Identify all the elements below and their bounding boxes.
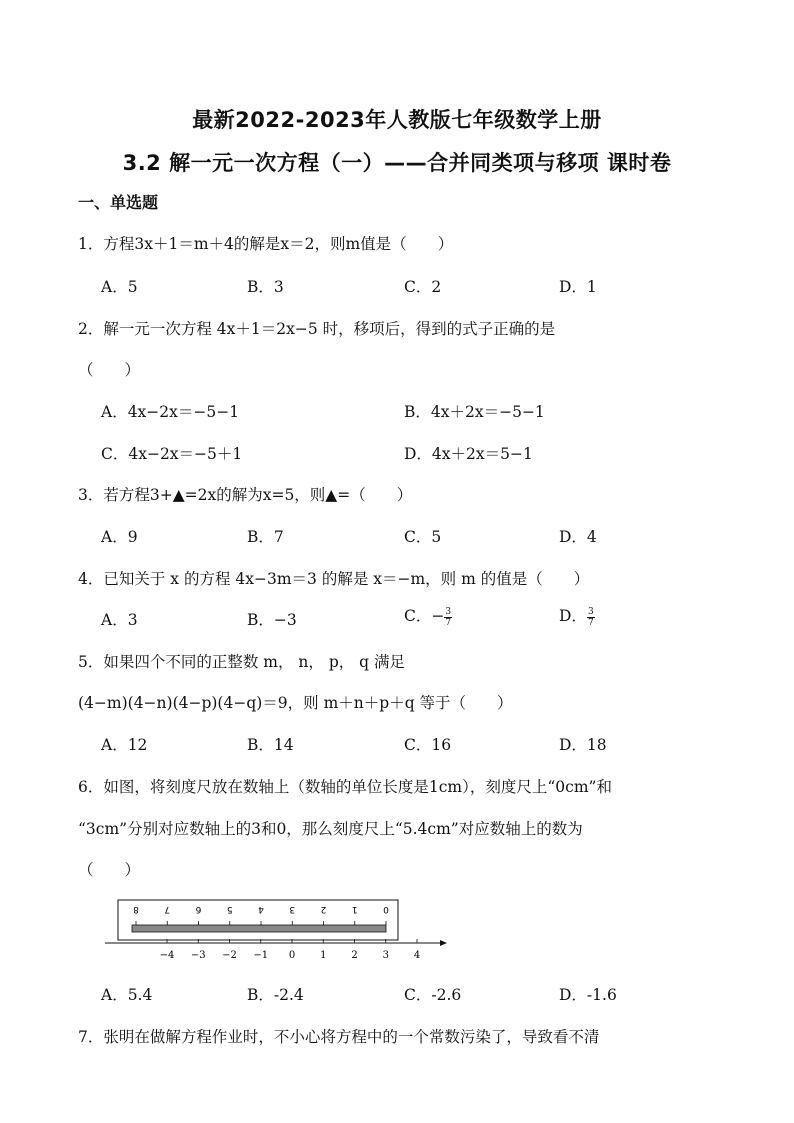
question-5-stem-cont: (4−m)(4−n)(4−p)(4−q)＝9，则 m＋n＋p＋q 等于（ ） xyxy=(78,694,513,712)
ruler-tick-label: 8 xyxy=(133,904,139,914)
question-2-stem-cont: （ ） xyxy=(78,361,141,379)
axis-tick-label: 2 xyxy=(351,950,358,961)
q5-option-c: C．16 xyxy=(404,736,452,754)
page-title: 最新2022-2023年人教版七年级数学上册 xyxy=(192,108,602,132)
ruler-tick-label: 0 xyxy=(383,904,389,914)
q6-option-b: B．-2.4 xyxy=(247,986,304,1004)
axis-ticks xyxy=(160,939,421,961)
q1-option-b: B．3 xyxy=(247,278,284,296)
axis-tick-label: −1 xyxy=(253,950,269,961)
axis-tick-label: −2 xyxy=(222,950,237,961)
q2-option-a: A．4x−2x＝−5−1 xyxy=(101,403,240,421)
page-subtitle: 3.2 解一元一次方程（一）——合并同类项与移项 课时卷 xyxy=(122,151,672,175)
axis-tick-label: −3 xyxy=(190,950,206,961)
q3-option-b: B．7 xyxy=(247,528,284,546)
q1-option-a: A．5 xyxy=(101,278,138,296)
q4-option-c-prefix: C．− xyxy=(404,607,445,625)
q6-option-d: D．-1.6 xyxy=(559,986,617,1004)
q3-option-c: C．5 xyxy=(404,528,442,546)
q3-option-a: A．9 xyxy=(101,528,138,546)
q6-option-a: A．5.4 xyxy=(101,986,153,1004)
axis-tick-label: −4 xyxy=(159,950,175,961)
q4-option-b: B．−3 xyxy=(247,611,297,629)
q5-option-a: A．12 xyxy=(101,736,148,754)
q6-option-c: C．-2.6 xyxy=(404,986,462,1004)
q4-option-a: A．3 xyxy=(101,611,138,629)
ruler-ticks xyxy=(133,904,389,925)
question-7-stem: 7．张明在做解方程作业时，不小心将方程中的一个常数污染了，导致看不清 xyxy=(78,1028,600,1046)
q4-option-d-prefix: D． xyxy=(559,607,587,625)
question-2-stem: 2．解一元一次方程 4x＋1＝2x−5 时，移项后，得到的式子正确的是 xyxy=(78,320,556,338)
q4-option-c xyxy=(404,604,452,628)
ruler-tick-label: 7 xyxy=(164,904,171,914)
fraction-numerator: 3 xyxy=(445,606,452,617)
q5-option-d: D．18 xyxy=(559,736,607,754)
fraction-denominator: 7 xyxy=(587,617,594,628)
question-6-stem: 6．如图，将刻度尺放在数轴上（数轴的单位长度是1cm），刻度尺上“0cm”和 xyxy=(78,778,612,796)
ruler-scale-band xyxy=(132,925,386,932)
ruler-tick-label: 1 xyxy=(351,904,358,914)
q3-option-d: D．4 xyxy=(559,528,597,546)
axis-tick-label: 0 xyxy=(288,950,296,961)
question-6-stem-cont: “3cm”分别对应数轴上的3和0，那么刻度尺上“5.4cm”对应数轴上的数为 xyxy=(78,820,583,838)
section-heading: 一、单选题 xyxy=(78,193,159,212)
q2-option-d: D．4x＋2x＝5−1 xyxy=(404,445,533,463)
q4-option-d xyxy=(559,604,595,628)
q1-option-c: C．2 xyxy=(404,278,442,296)
number-line-arrow-icon xyxy=(440,940,447,946)
q4-option-c-fraction xyxy=(444,607,452,628)
ruler-tick-label: 6 xyxy=(195,904,202,914)
ruler-tick-label: 4 xyxy=(258,904,264,914)
fraction-denominator: 7 xyxy=(445,617,452,628)
axis-tick-label: 3 xyxy=(382,950,389,961)
ruler-number-line-figure xyxy=(100,895,450,965)
q2-option-b: B．4x＋2x＝−5−1 xyxy=(404,403,545,421)
ruler-tick-label: 5 xyxy=(226,904,233,914)
fraction-numerator: 3 xyxy=(587,606,594,617)
question-5-stem: 5．如果四个不同的正整数 m， n， p， q 满足 xyxy=(78,653,406,671)
axis-tick-label: 1 xyxy=(320,950,327,961)
q1-option-d: D．1 xyxy=(559,278,597,296)
q4-option-d-fraction xyxy=(587,607,595,628)
ruler-tick-label: 2 xyxy=(320,904,327,914)
q2-option-c: C．4x−2x＝−5＋1 xyxy=(101,445,243,463)
ruler-tick-label: 3 xyxy=(289,904,296,914)
q5-option-b: B．14 xyxy=(247,736,294,754)
question-3-stem: 3．若方程3+▲=2x的解为x=5，则▲=（ ） xyxy=(78,486,413,504)
axis-tick-label: 4 xyxy=(413,950,421,961)
question-1-stem: 1．方程3x＋1＝m＋4的解是x＝2，则m值是（ ） xyxy=(78,235,454,253)
question-4-stem: 4．已知关于 x 的方程 4x−3m＝3 的解是 x＝−m，则 m 的值是（ ） xyxy=(78,570,590,588)
question-6-stem-cont2: （ ） xyxy=(78,861,141,879)
